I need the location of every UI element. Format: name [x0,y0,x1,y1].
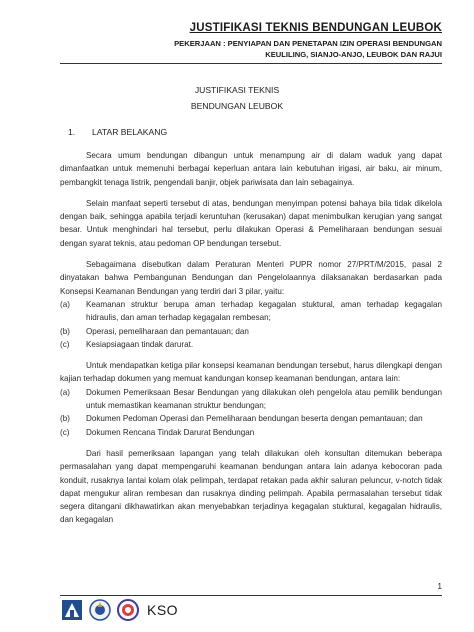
list-label: (b) [60,326,70,336]
list-item [60,298,442,325]
footer-divider [60,595,442,596]
header-title: JUSTIFIKASI TEKNIS BENDUNGAN LEUBOK [189,22,442,34]
page-number: 1 [437,582,442,591]
list-label: (b) [60,414,70,424]
list-text: Keamanan struktur berupa aman terhadap kegagalan stuktural, aman terhadap kegagalan hidraulis, dan aman terhadap kegagalan rembesan; [86,299,442,323]
list-text: Operasi, pemeliharaan dan pemantauan; dan [86,326,249,336]
list-label: (c) [60,339,70,349]
header-subtitle-line2: KEULILING, SIANJO-ANJO, LEUBOK DAN RAJUI [265,50,442,59]
list-text: Dokumen Rencana Tindak Darurat Bendungan [86,427,255,437]
list-text: Kesiapsiagaan tindak darurat. [86,339,194,349]
paragraph: Secara umum bendungan dibangun untuk menampung air di dalam waduk yang dapat dimanfaatkan untuk memenuhi berbagai keperluan antara lain kebutuhan irigasi, air baku, air minum, pembangkit tenaga listrik, pengendali banjir, objek pariwisata dan lain sebagainya. [60,151,442,187]
document-title-line2: BENDUNGAN LEUBOK [190,101,284,111]
list-item [60,412,442,425]
section-number: 1. [68,127,76,137]
list-label: (c) [60,427,70,437]
list-text: Dokumen Pedoman Operasi dan Pemeliharaan bendungan beserta dengan pemantauan; dan [86,414,423,424]
section-title: LATAR BELAKANG [92,127,168,137]
header-divider [60,63,442,64]
body-text [60,149,442,535]
institution-logo-icon [60,598,84,622]
list-item [60,338,442,351]
paragraph: Selain manfaat seperti tersebut di atas, bendungan menyimpan potensi bahaya bila tidak dikelola dengan baik, sehingga apabila terjadi keruntuhan (kerusakan) dapat menimbulkan kerugian yang sangat besar. Untuk menghindari hal tersebut, perlu dilakukan Operasi & Pemeliharaan bendungan sesuai dengan syarat teknis, atau pedoman OP bendungan tersebut. [60,198,442,248]
list-label: (a) [60,387,70,397]
document-title-line1: JUSTIFIKASI TEKNIS [194,85,280,95]
footer-logos [60,598,178,622]
list-label: (a) [60,299,70,309]
ring-logo-icon [116,598,140,622]
university-logo-icon [88,598,112,622]
section-heading [68,127,167,137]
paragraph: Sebagaimana disebutkan dalam Peraturan Menteri PUPR nomor 27/PRT/M/2015, pasal 2 dinyatakan bahwa Pembangunan Bendungan dan Pengelolaannya dilaksanakan berdasarkan pada Konsepsi Keamanan Bendungan yang terdiri dari 3 pilar, yaitu: [60,260,442,296]
paragraph: Untuk mendapatkan ketiga pilar konsepsi keamanan bendungan tersebut, harus dilengkapi dengan kajian terhadap dokumen yang memuat kandungan konsep keamanan bendungan, antara lain: [60,361,442,384]
header-subtitle [122,38,442,60]
list-item [60,426,442,439]
brand-text: KSO [147,602,179,618]
paragraph: Dari hasil pemeriksaan lapangan yang telah dilakukan oleh konsultan ditemukan beberapa permasalahan yang dapat mempengaruhi keamanan bendungan antara lain adanya kebocoran pada konduit, rusaknya lantai kolam olak pelimpah, terdapat retakan pada akhir saluran peluncur, v-notch tidak dapat mengukur aliran rembesan dan rusaknya dinding pelimpah. Apabila permasalahan tersebut tidak segera ditangani dikhawatirkan akan menyebabkan terjadinya kegagalan stuktural, kegagalan hidraulis, dan kegagalan [60,448,442,525]
list-item [60,325,442,338]
list-text: Dokumen Pemeriksaan Besar Bendungan yang dilakukan oleh pengelola atau pemilik bendungan untuk memastikan keamanan struktur bendungan; [86,387,442,411]
header-subtitle-line1: PEKERJAAN : PENYIAPAN DAN PENETAPAN IZIN OPERASI BENDUNGAN [174,39,442,48]
list-item [60,386,442,413]
